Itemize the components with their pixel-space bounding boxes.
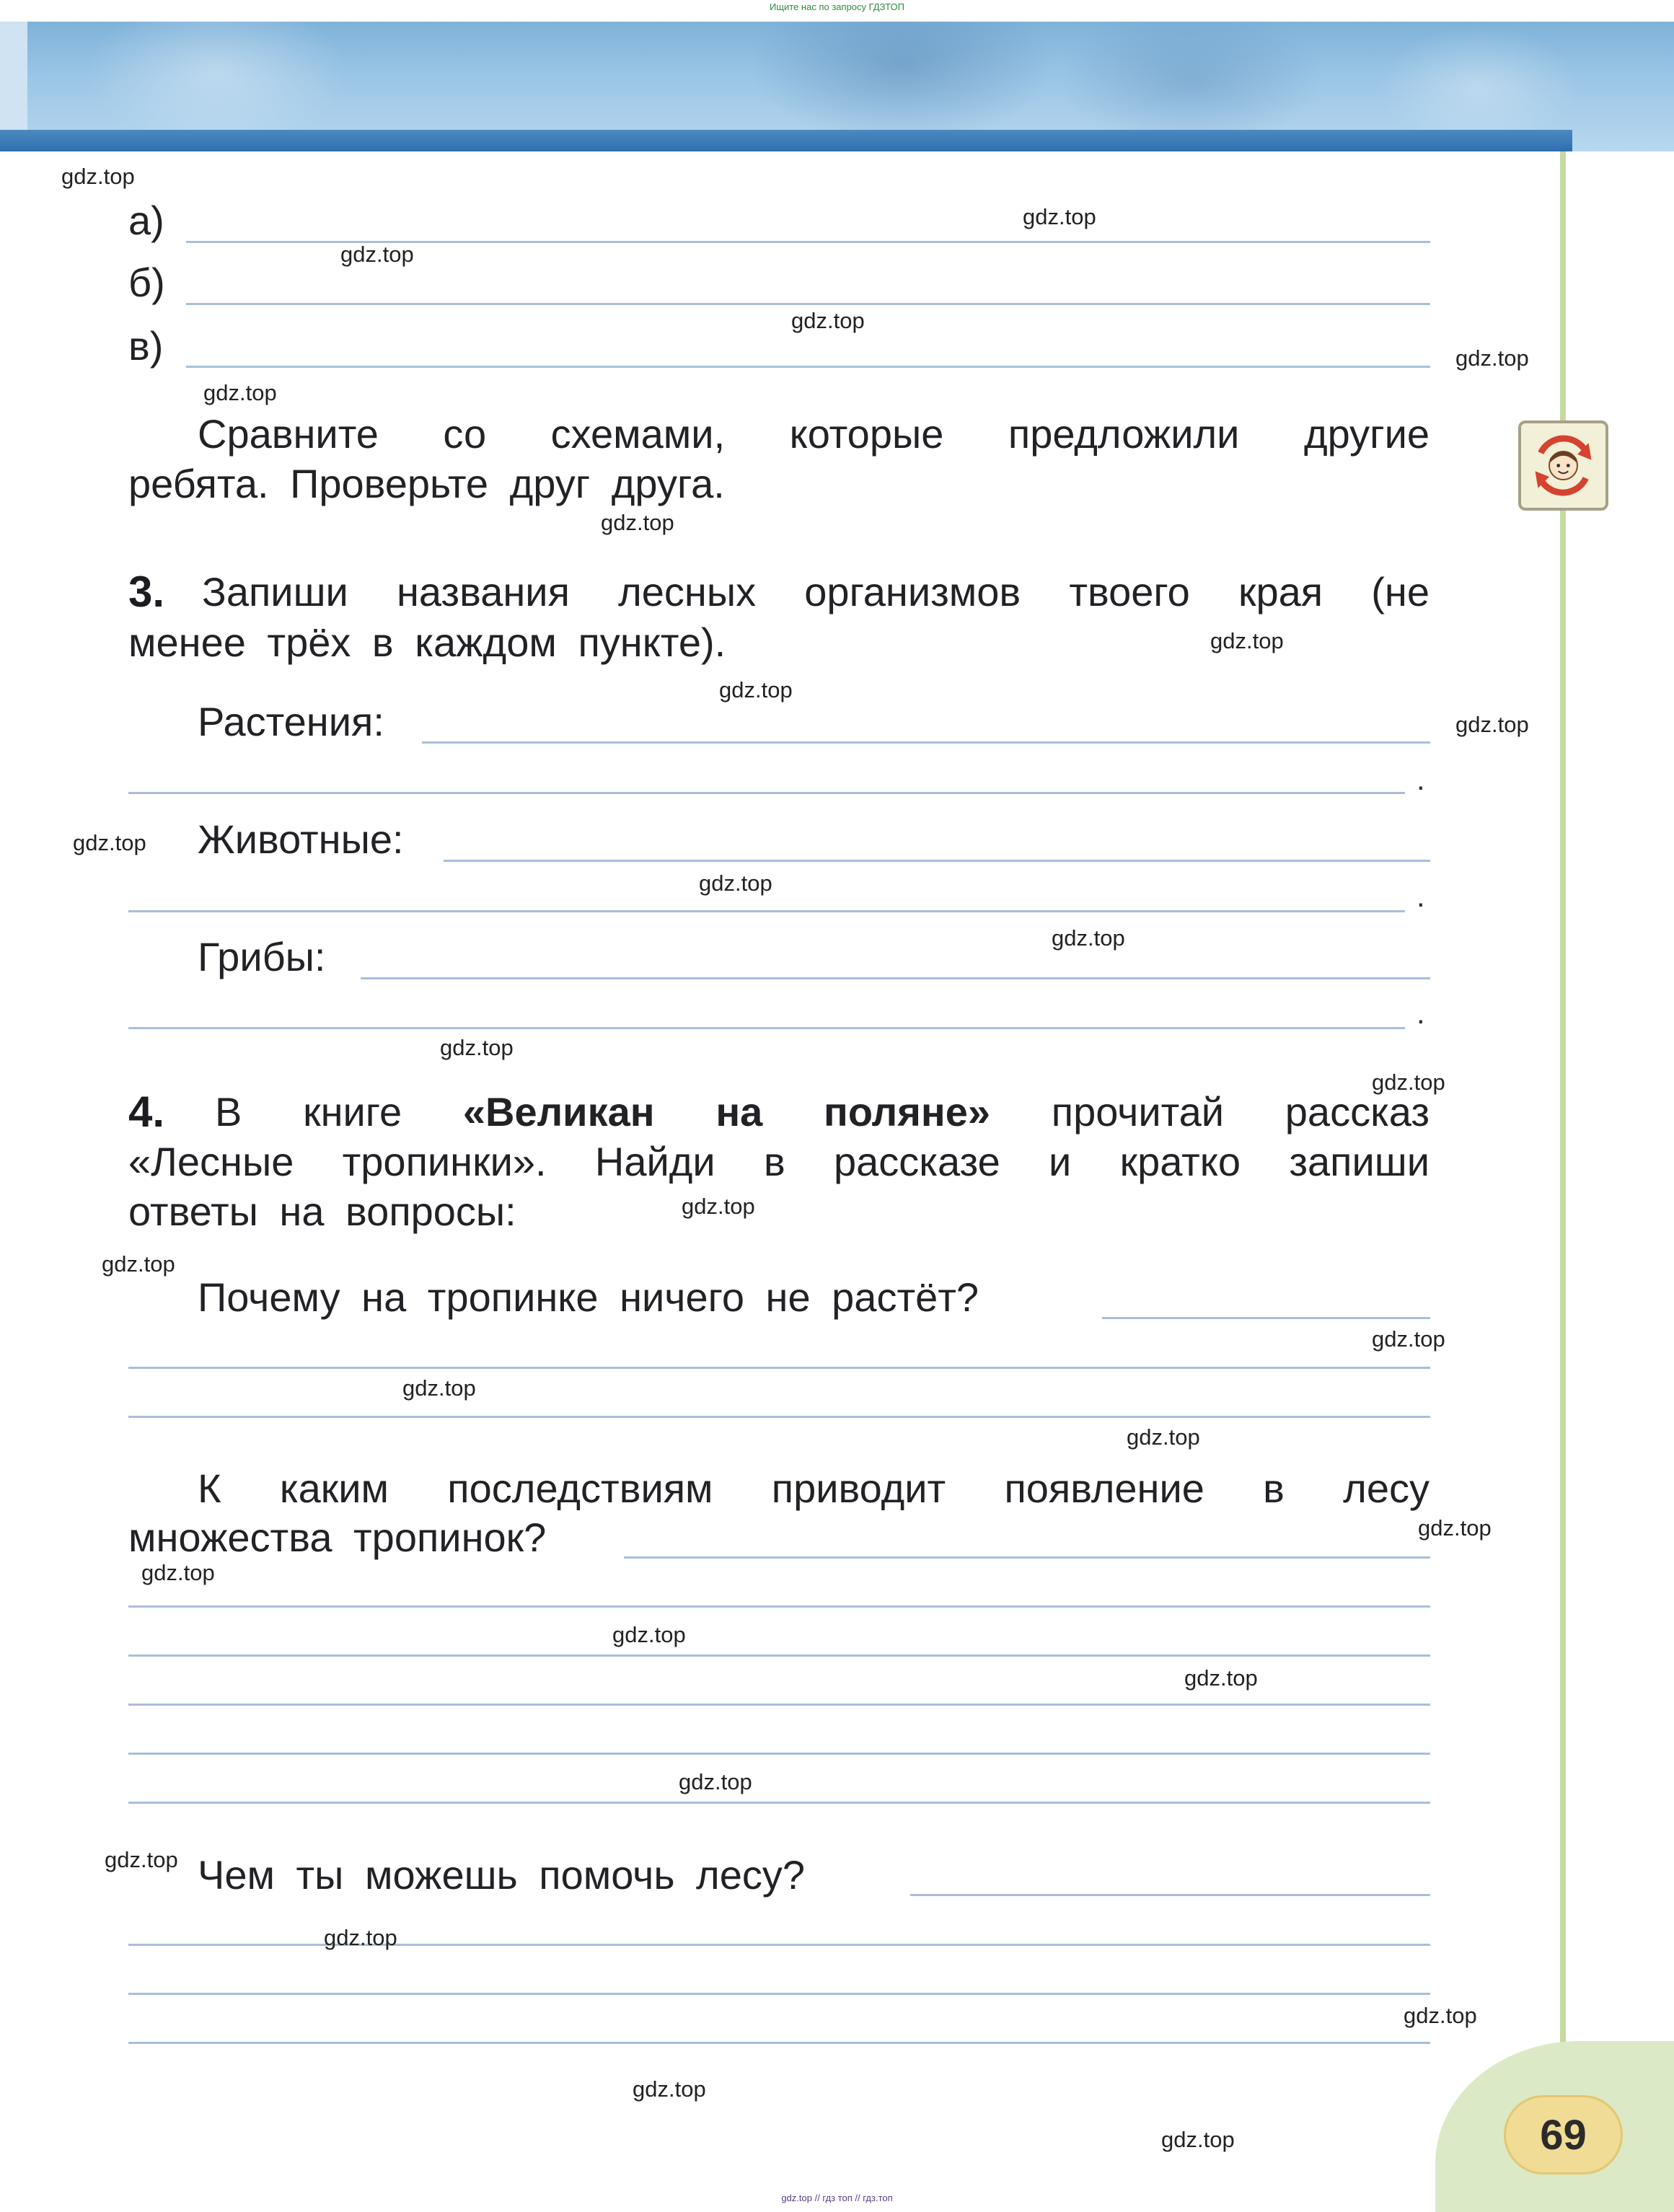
q1-answer-line-1[interactable] — [1102, 1317, 1430, 1319]
q2-answer-line-3[interactable] — [128, 1654, 1430, 1657]
task-4-line1-end: прочитай рассказ — [1051, 1089, 1429, 1134]
task-4-instruction-line3: ответы на вопросы: — [128, 1189, 516, 1234]
label-a: а) — [128, 198, 164, 243]
watermark: gdz.top — [1372, 1070, 1445, 1095]
watermark: gdz.top — [440, 1035, 514, 1060]
fungi-answer-line-2[interactable] — [128, 1027, 1405, 1029]
task-3-instruction-line1: Запиши названия лесных организмов твоего края (не — [202, 569, 1429, 614]
q2-answer-line-6[interactable] — [128, 1802, 1430, 1804]
page-number: 69 — [1540, 2111, 1587, 2159]
compare-instruction-line2: ребята. Проверьте друг друга. — [128, 461, 725, 506]
left-page-tab — [0, 22, 27, 130]
watermark: gdz.top — [1455, 712, 1529, 737]
watermark: gdz.top — [719, 677, 793, 702]
q2-answer-line-5[interactable] — [128, 1753, 1430, 1755]
fungi-answer-line-1[interactable] — [361, 977, 1430, 979]
animals-label: Животные: — [198, 816, 404, 862]
fungi-period: . — [1417, 996, 1425, 1030]
watermark: gdz.top — [402, 1375, 476, 1401]
bottom-note: gdz.top // гдз топ // гдз.топ — [781, 2193, 893, 2203]
q3-answer-line-1[interactable] — [910, 1894, 1430, 1896]
q1-answer-line-2[interactable] — [128, 1367, 1430, 1369]
watermark: gdz.top — [633, 2076, 706, 2102]
question-2-line1: К каким последствиям приводит появление в лесу — [198, 1466, 1429, 1511]
question-1: Почему на тропинке ничего не растёт? — [198, 1274, 979, 1320]
watermark: gdz.top — [1372, 1326, 1445, 1352]
watermark: gdz.top — [1161, 2127, 1235, 2152]
watermark: gdz.top — [1184, 1665, 1258, 1691]
task-3-instruction-line2: менее трёх в каждом пункте). — [128, 620, 726, 665]
plants-answer-line-2[interactable] — [128, 792, 1405, 794]
watermark: gdz.top — [1023, 204, 1096, 229]
watermark: gdz.top — [791, 308, 865, 333]
label-v: в) — [128, 323, 164, 369]
page-number-badge — [1504, 2095, 1623, 2174]
compare-instruction-line1: Сравните со схемами, которые предложили другие — [198, 411, 1429, 457]
task-4-line1-start: В книге — [215, 1089, 402, 1134]
cycle-arrow-top — [1541, 439, 1585, 453]
animals-period: . — [1417, 879, 1425, 913]
peer-check-icon — [1518, 420, 1608, 511]
fungi-label: Грибы: — [198, 934, 326, 979]
watermark: gdz.top — [699, 871, 772, 896]
answer-line-b[interactable] — [186, 303, 1430, 305]
plants-label: Растения: — [198, 699, 384, 744]
watermark: gdz.top — [1127, 1424, 1200, 1450]
animals-answer-line-1[interactable] — [444, 860, 1430, 862]
watermark: gdz.top — [1052, 925, 1125, 951]
answer-line-v[interactable] — [186, 366, 1430, 368]
peer-check-icon-graphic — [1521, 423, 1605, 508]
task-3-number: 3. — [128, 568, 165, 616]
q1-answer-line-3[interactable] — [128, 1416, 1430, 1418]
question-2-line2: множества тропинок? — [128, 1515, 547, 1560]
q2-answer-line-1[interactable] — [624, 1556, 1430, 1559]
watermark: gdz.top — [601, 510, 674, 535]
watermark: gdz.top — [73, 830, 146, 855]
q3-answer-line-4[interactable] — [128, 2042, 1430, 2044]
cycle-arrow-bottom — [1541, 478, 1585, 493]
child-eye-right — [1567, 464, 1570, 467]
q2-answer-line-4[interactable] — [128, 1704, 1430, 1706]
animals-answer-line-2[interactable] — [128, 910, 1405, 912]
watermark: gdz.top — [1404, 2003, 1477, 2028]
watermark: gdz.top — [1455, 345, 1529, 371]
top-note: Ищите нас по запросу ГДЗТОП — [769, 1, 904, 12]
child-eye-left — [1556, 464, 1560, 467]
book-title: «Великан на поляне» — [462, 1089, 991, 1134]
watermark: gdz.top — [682, 1194, 755, 1219]
watermark: gdz.top — [141, 1560, 215, 1585]
watermark: gdz.top — [679, 1769, 752, 1794]
watermark: gdz.top — [105, 1847, 178, 1872]
watermark: gdz.top — [324, 1925, 397, 1950]
task-4-instruction-line1 — [215, 1088, 1429, 1137]
banner-stripe — [0, 130, 1572, 151]
q2-answer-line-2[interactable] — [128, 1605, 1430, 1608]
watermark: gdz.top — [1210, 628, 1284, 653]
watermark: gdz.top — [102, 1251, 175, 1277]
watermark: gdz.top — [340, 242, 414, 267]
watermark: gdz.top — [612, 1622, 686, 1647]
watermark: gdz.top — [203, 380, 277, 405]
plants-answer-line-1[interactable] — [422, 741, 1430, 744]
plants-period: . — [1417, 762, 1425, 796]
watermark: gdz.top — [1418, 1515, 1492, 1541]
task-4-instruction-line2: «Лесные тропинки». Найди в рассказе и кратко запиши — [128, 1139, 1429, 1184]
question-3: Чем ты можешь помочь лесу? — [198, 1852, 806, 1898]
watermark: gdz.top — [61, 164, 135, 189]
task-4-number: 4. — [128, 1088, 165, 1136]
label-b: б) — [128, 260, 165, 305]
q3-answer-line-3[interactable] — [128, 1993, 1430, 1995]
